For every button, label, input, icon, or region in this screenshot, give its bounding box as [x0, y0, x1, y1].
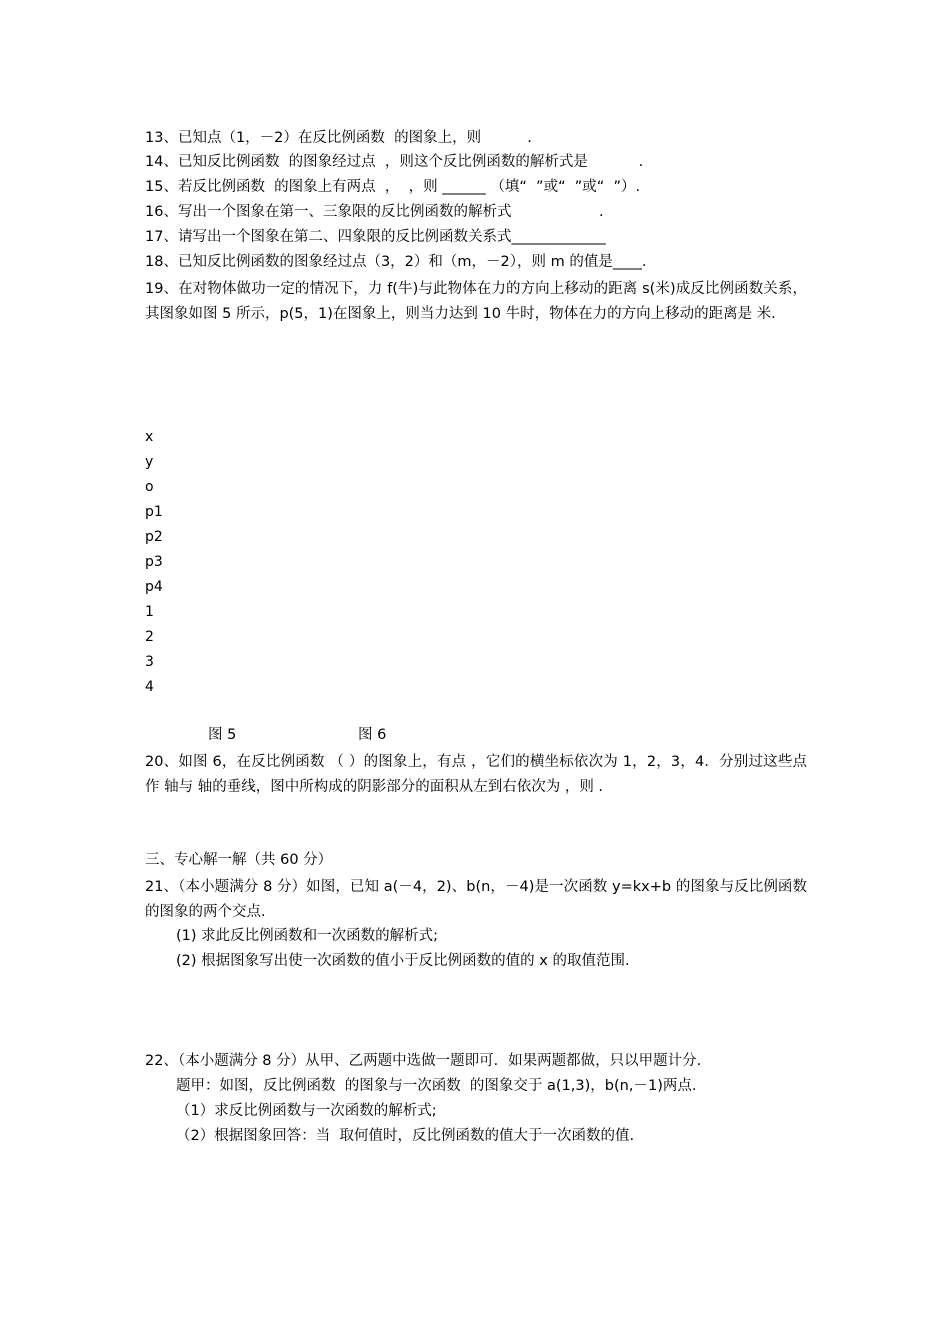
figure-label: 3	[145, 654, 154, 670]
question-21-part-1: (1) 求此反比例函数和一次函数的解析式;	[176, 928, 439, 944]
question-19: 19、在对物体做功一定的情况下，力 f(牛)与此物体在力的方向上移动的距离 s(米)成反比例函数关系，其图象如图 5 所示，p(5，1)在图象上，则当力达到 10 牛时，物体在力的方向上移动的距离是 米.	[145, 281, 807, 322]
figure-label: y	[145, 454, 154, 470]
question-16: 16、写出一个图象在第一、三象限的反比例函数的解析式 .	[145, 204, 604, 220]
figure-label: 4	[145, 679, 154, 695]
question-21-part-2: (2) 根据图象写出使一次函数的值小于反比例函数的值的 x 的取值范围.	[176, 953, 630, 969]
question-17: 17、请写出一个图象在第二、四象限的反比例函数关系式_____________	[145, 229, 606, 245]
figure-label: 2	[145, 629, 154, 645]
figure-label: 1	[145, 604, 154, 620]
figure-label: o	[145, 479, 154, 495]
figure-label: p4	[145, 579, 163, 595]
question-21-stem: 21、（本小题满分 8 分）如图，已知 a(－4，2)、b(n，－4)是一次函数 y=kx+b 的图象与反比例函数 的图象的两个交点.	[145, 879, 807, 920]
question-15: 15、若反比例函数 的图象上有两点 ， ，则 ______ （填“ ”或“ ”或“ ”）.	[145, 179, 641, 195]
question-18: 18、已知反比例函数的图象经过点（3，2）和（m，－2），则 m 的值是____.	[145, 254, 647, 270]
question-22-intro: 题甲：如图，反比例函数 的图象与一次函数 的图象交于 a(1,3)，b(n,－1)两点.	[176, 1078, 697, 1094]
question-22-stem: 22、（本小题满分 8 分）从甲、乙两题中选做一题即可．如果两题都做，只以甲题计分.	[145, 1053, 702, 1069]
figure-5-caption: 图 5	[208, 727, 237, 743]
figure-6-caption: 图 6	[358, 727, 387, 743]
question-22-part-2: （2）根据图象回答：当 取何值时，反比例函数的值大于一次函数的值.	[176, 1128, 635, 1144]
question-14: 14、已知反比例函数 的图象经过点 ，则这个反比例函数的解析式是 .	[145, 154, 644, 170]
figure-label: p3	[145, 554, 163, 570]
figure-label: p1	[145, 504, 163, 520]
question-20: 20、如图 6，在反比例函数 （ ）的图象上，有点 ，它们的横坐标依次为 1，2，3，4．分别过这些点作 轴与 轴的垂线，图中所构成的阴影部分的面积从左到右依次为 ，则 .	[145, 754, 807, 795]
question-22-part-1: （1）求反比例函数与一次函数的解析式;	[176, 1103, 437, 1119]
section-3-title: 三、专心解一解（共 60 分）	[145, 852, 333, 868]
figure-label: x	[145, 429, 154, 445]
question-13: 13、已知点（1，－2）在反比例函数 的图象上，则 .	[145, 130, 532, 146]
figure-label: p2	[145, 529, 163, 545]
